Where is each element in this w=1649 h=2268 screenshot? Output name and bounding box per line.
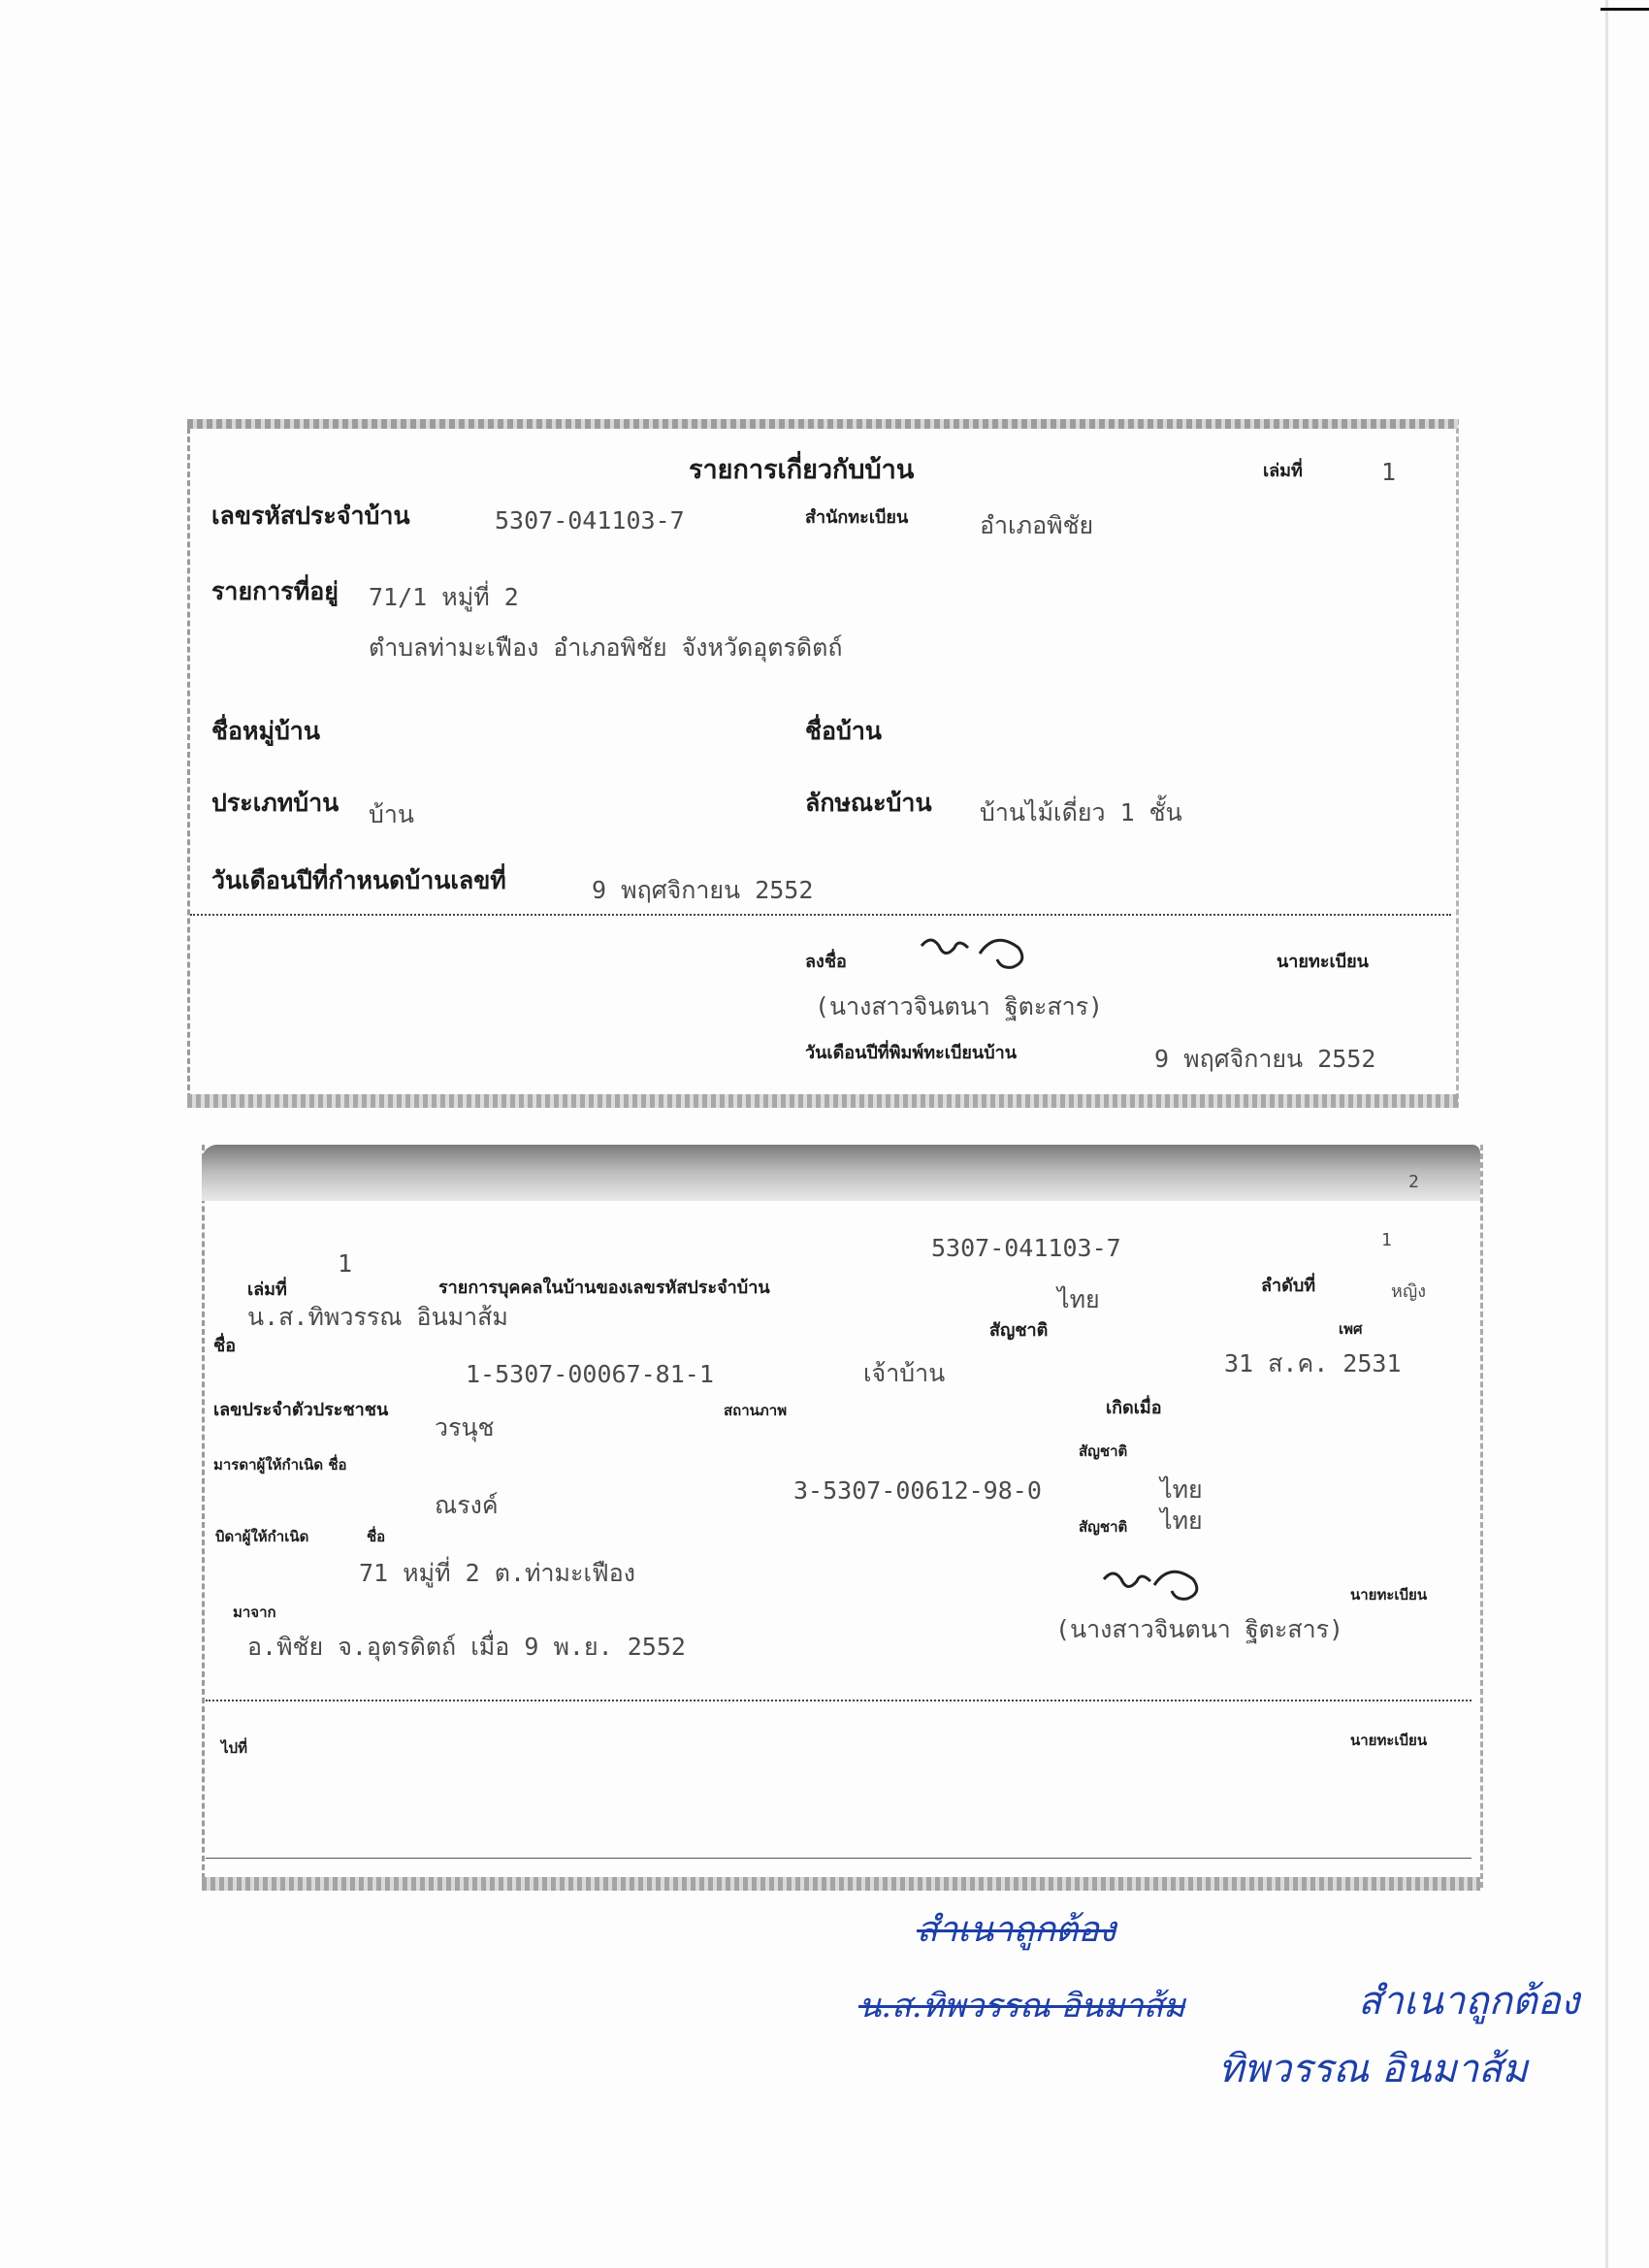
dotted-separator bbox=[206, 1700, 1471, 1701]
handwritten-name: ทิพวรรณ อินมาส้ม bbox=[1218, 2047, 1528, 2091]
house-nature-value: บ้านไม้เดี่ยว 1 ชั้น bbox=[980, 798, 1182, 826]
birth-label: เกิดเมื่อ bbox=[1106, 1398, 1162, 1418]
from-label: มาจาก bbox=[233, 1604, 276, 1621]
father-label: บิดาผู้ให้กำเนิด bbox=[215, 1528, 309, 1545]
name-label: ชื่อ bbox=[213, 1336, 237, 1356]
house-nature-label: ลักษณะบ้าน bbox=[805, 789, 932, 817]
house-id-value: 5307-041103-7 bbox=[931, 1234, 1121, 1262]
house-type-value: บ้าน bbox=[369, 800, 414, 828]
card-top-band bbox=[202, 1145, 1480, 1201]
registry-office-label: สำนักทะเบียน bbox=[805, 507, 909, 528]
to-label: ไปที่ bbox=[221, 1739, 247, 1757]
bottom-rule bbox=[206, 1858, 1471, 1859]
card-bottom-edge bbox=[202, 1877, 1480, 1891]
number-date-label: วันเดือนปีที่กำหนดบ้านเลขที่ bbox=[211, 866, 506, 894]
house-id-label: เลขรหัสประจำบ้าน bbox=[211, 502, 410, 530]
registrar-label: นายทะเบียน bbox=[1277, 952, 1369, 972]
dotted-separator bbox=[190, 914, 1451, 916]
to-registrar-label: นายทะเบียน bbox=[1350, 1732, 1428, 1749]
name-value: น.ส.ทิพวรรณ อินมาส้ม bbox=[247, 1303, 508, 1331]
mother-nationality-value: ไทย bbox=[1160, 1475, 1203, 1504]
book-label: เล่มที่ bbox=[1263, 461, 1303, 481]
book-label: เล่มที่ bbox=[247, 1280, 287, 1300]
struck-certified-copy: สำเนาถูกต้อง bbox=[917, 1910, 1116, 1950]
house-name-label: ชื่อบ้าน bbox=[805, 717, 882, 745]
father-value: ณรงค์ bbox=[435, 1491, 499, 1519]
card-top-edge bbox=[187, 419, 1458, 429]
page-edge-shadow bbox=[1605, 0, 1608, 2268]
house-type-label: ประเภทบ้าน bbox=[211, 789, 340, 817]
mother-value: วรนุช bbox=[435, 1413, 495, 1442]
order-label: ลำดับที่ bbox=[1261, 1276, 1316, 1296]
birth-value: 31 ส.ค. 2531 bbox=[1224, 1349, 1402, 1377]
nationality-value: ไทย bbox=[1057, 1285, 1100, 1313]
registry-office-value: อำเภอพิชัย bbox=[980, 511, 1094, 539]
status-label: สถานภาพ bbox=[724, 1402, 788, 1419]
print-date-value: 9 พฤศจิกายน 2552 bbox=[1154, 1045, 1376, 1073]
sex-value: หญิง bbox=[1391, 1281, 1426, 1302]
struck-name: น.ส.ทิพวรรณ อินมาส้ม bbox=[858, 1987, 1185, 2025]
mother-nationality-label: สัญชาติ bbox=[1079, 1442, 1128, 1460]
address-label: รายการที่อยู่ bbox=[211, 577, 339, 605]
nationality-label: สัญชาติ bbox=[989, 1320, 1049, 1341]
number-date-value: 9 พฤศจิกายน 2552 bbox=[592, 876, 814, 904]
status-value: เจ้าบ้าน bbox=[863, 1359, 946, 1387]
id-label: เลขประจำตัวประชาชน bbox=[213, 1400, 389, 1420]
corner-mark bbox=[1600, 8, 1649, 11]
order-value: 1 bbox=[1381, 1230, 1392, 1250]
registrar-signature-icon bbox=[1096, 1558, 1222, 1606]
registrar-name: (นางสาวจินตนา ฐิตะสาร) bbox=[815, 992, 1104, 1021]
village-label: ชื่อหมู่บ้าน bbox=[211, 717, 320, 745]
card-title: รายการเกี่ยวกับบ้าน bbox=[689, 455, 915, 485]
book-value: 1 bbox=[1381, 458, 1397, 486]
registrar-label: นายทะเบียน bbox=[1350, 1586, 1428, 1604]
sign-label: ลงชื่อ bbox=[805, 952, 847, 972]
list-title: รายการบุคคลในบ้านของเลขรหัสประจำบ้าน bbox=[438, 1278, 770, 1298]
father-name-label: ชื่อ bbox=[367, 1528, 386, 1545]
from-address-line1: 71 หมู่ที่ 2 ต.ท่ามะเฟือง bbox=[359, 1559, 635, 1587]
sex-label: เพศ bbox=[1339, 1320, 1363, 1338]
mother-label: มารดาผู้ให้กำเนิด ชื่อ bbox=[213, 1456, 347, 1474]
registrar-signature-icon bbox=[912, 926, 1057, 975]
id-value: 1-5307-00067-81-1 bbox=[466, 1360, 714, 1388]
card-bottom-edge bbox=[187, 1094, 1458, 1108]
from-address-line2: อ.พิชัย จ.อุตรดิตถ์ เมื่อ 9 พ.ย. 2552 bbox=[247, 1633, 686, 1661]
father-nationality-label: สัญชาติ bbox=[1079, 1518, 1128, 1536]
father-id-value: 3-5307-00612-98-0 bbox=[793, 1476, 1042, 1505]
father-nationality-value: ไทย bbox=[1160, 1507, 1203, 1535]
registrar-name: (นางสาวจินตนา ฐิตะสาร) bbox=[1055, 1615, 1344, 1643]
certified-copy-note: สำเนาถูกต้อง bbox=[1358, 1979, 1580, 2024]
person-details-card bbox=[202, 1145, 1483, 1888]
page-number: 2 bbox=[1408, 1172, 1419, 1192]
address-line2: ตำบลท่ามะเฟือง อำเภอพิชัย จังหวัดอุตรดิตถ์ bbox=[369, 633, 843, 662]
address-line1: 71/1 หมู่ที่ 2 bbox=[369, 583, 519, 611]
print-date-label: วันเดือนปีที่พิมพ์ทะเบียนบ้าน bbox=[805, 1043, 1018, 1063]
house-id-value: 5307-041103-7 bbox=[495, 506, 685, 535]
book-value: 1 bbox=[338, 1249, 353, 1278]
